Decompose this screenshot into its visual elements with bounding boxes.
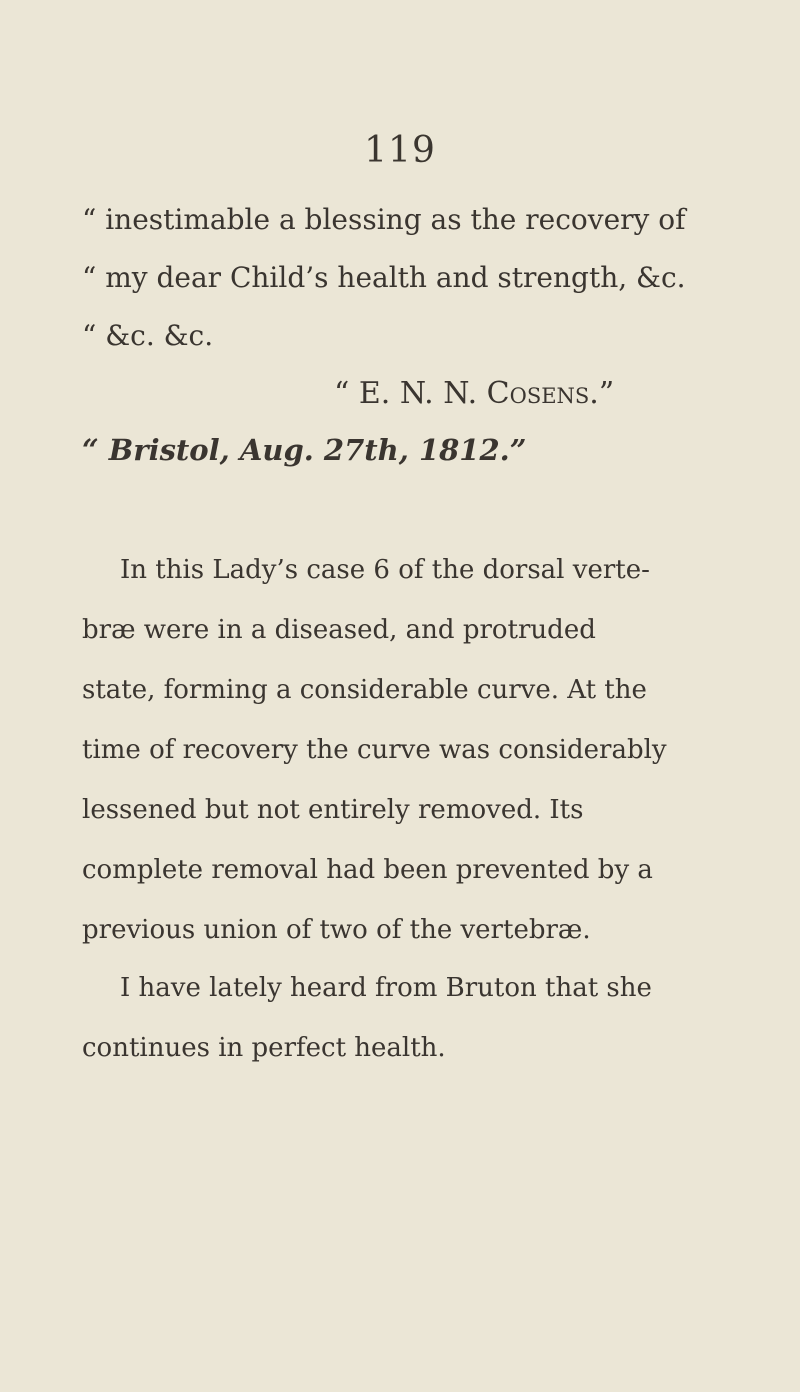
letter-line-2: “ my dear Child’s health and strength, &c. (82, 261, 686, 294)
page-number: 119 (364, 130, 436, 171)
body-line-9: continues in perfect health. (82, 1033, 446, 1063)
body-line-3: state, forming a considerable curve. At the (82, 675, 647, 705)
body-line-8: I have lately heard from Bruton that she (120, 973, 652, 1003)
signature: “ E. N. N. Cosens.” (334, 376, 615, 411)
letter-line-3: “ &c. &c. (82, 319, 214, 352)
letter-line-1: “ inestimable a blessing as the recovery of (82, 203, 686, 236)
body-line-2: bræ were in a diseased, and protruded (82, 615, 596, 645)
body-line-1: In this Lady’s case 6 of the dorsal verte- (120, 555, 650, 585)
body-line-6: complete removal had been prevented by a (82, 855, 653, 885)
body-line-4: time of recovery the curve was considerably (82, 735, 667, 765)
body-line-7: previous union of two of the vertebræ. (82, 915, 591, 945)
body-line-5: lessened but not entirely removed. Its (82, 795, 584, 825)
dateline: “ Bristol, Aug. 27th, 1812.” (82, 433, 527, 467)
